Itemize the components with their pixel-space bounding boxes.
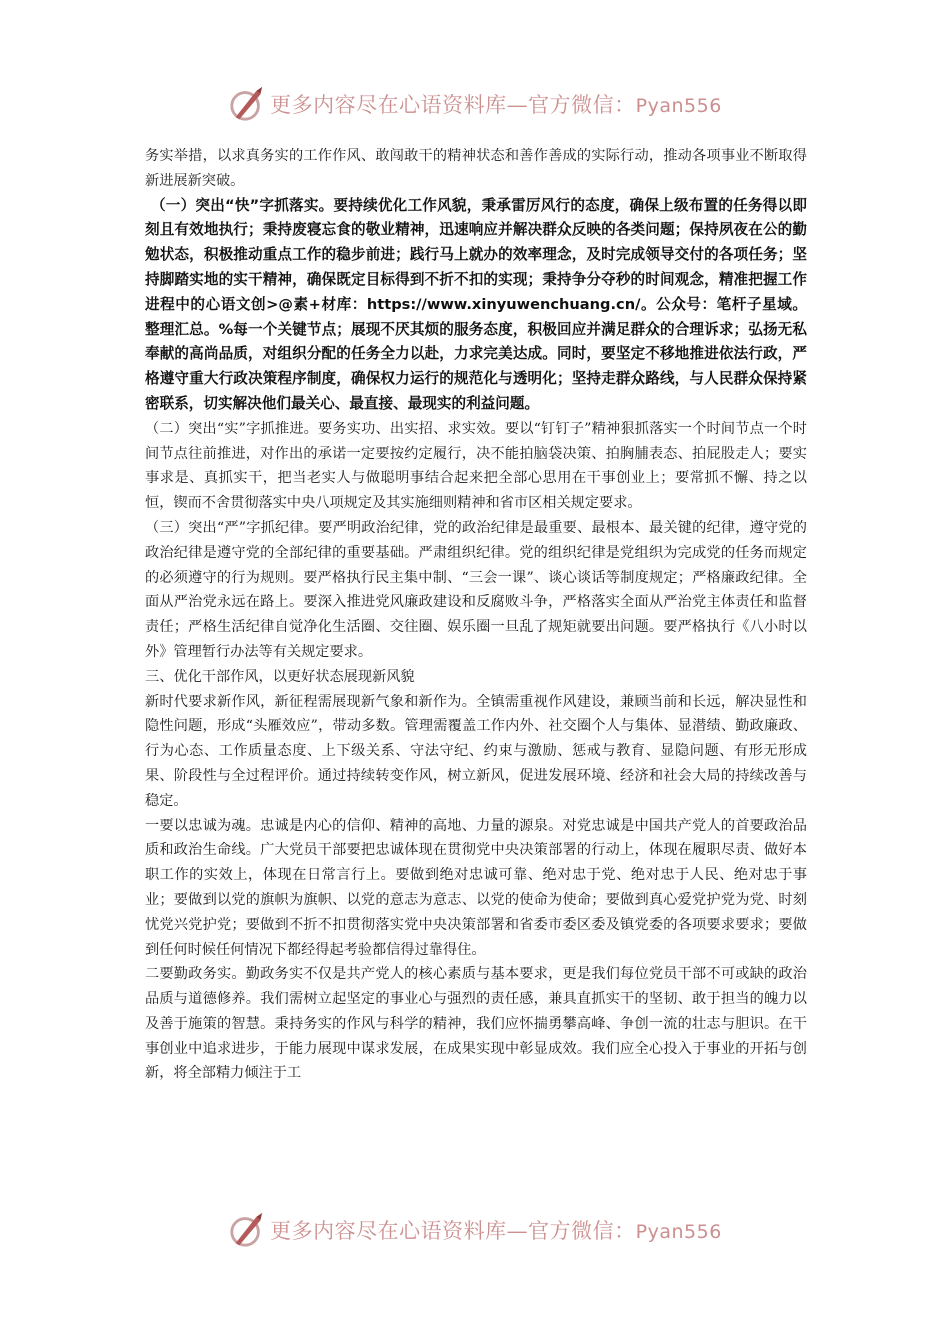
quill-logo-icon bbox=[228, 1211, 266, 1249]
paragraph-yan: （三）突出“严”字抓纪律。要严明政治纪律，党的政治纪律是最重要、最根本、最关键的纪律，遵守党的政治纪律是遵守党的全部纪律的重要基础。严肃组织纪律。党的组织纪律是党组织为完成党的任务而规定的必须遵守的行为规则。要严格执行民主集中制、“三会一课”、谈心谈话等制度规定；严格廉政纪律。全面从严治党永远在路上。要深入推进党风廉政建设和反腐败斗争，严格落实全面从严治党主体责任和监督责任；严格生活纪律自觉净化生活圈、交往圈、娱乐圈一旦乱了规矩就要出问题。要严格执行《八小时以外》管理暂行办法等有关规定要求。 bbox=[145, 519, 807, 660]
banner-official: 官方微信： bbox=[528, 1219, 636, 1243]
paragraph-intro: 务实举措，以求真务实的工作作风、敢闯敢干的精神状态和善作善成的实际行动，推动各项事业不断取得新进展新突破。 bbox=[145, 148, 807, 189]
paragraph-loyalty: 一要以忠诚为魂。忠诚是内心的信仰、精神的高地、力量的源泉。对党忠诚是中国共产党人的首要政治品质和政治生命线。广大党员干部要把忠诚体现在贯彻党中央决策部署的行动上，体现在履职尽责、做好本职工作的实效上，体现在日常言行上。要做到绝对忠诚可靠、绝对忠于党、绝对忠于人民、绝对忠于事业；要做到以党的旗帜为旗帜、以党的意志为意志、以党的使命为使命；要做到真心爱党护党为党、时刻忧党兴党护党；要做到不折不扣贯彻落实党中央决策部署和省委市委区委及镇党委的各项要求要求；要做到任何时候任何情况下都经得起考验都信得过靠得住。 bbox=[145, 817, 807, 958]
banner-dash: — bbox=[506, 1219, 529, 1243]
paragraph-new-era: 新时代要求新作风，新征程需展现新气象和新作为。全镇需重视作风建设，兼顾当前和长远，解决显性和隐性问题，形成“头雁效应”，带动多数。管理需覆盖工作内外、社交圈个人与集体、显潜绩、勤政廉政、行为心态、工作质量态度、上下级关系、守法守纪、约束与激励、惩戒与教育、显隐问题、有形无形成果、阶段性与全过程评价。通过持续转变作风，树立新风，促进发展环境、经济和社会大局的持续改善与稳定。 bbox=[145, 693, 807, 809]
banner-main: 更多内容尽在心语资料库 bbox=[270, 93, 507, 117]
section-heading-3: 三、优化干部作风，以更好状态展现新风貌 bbox=[145, 668, 415, 685]
footer-banner bbox=[0, 1208, 950, 1252]
banner-main: 更多内容尽在心语资料库 bbox=[270, 1219, 507, 1243]
quill-logo-icon bbox=[228, 85, 266, 123]
banner-id: Pyan556 bbox=[635, 95, 722, 117]
document-body bbox=[145, 144, 807, 1086]
banner-id: Pyan556 bbox=[635, 1221, 722, 1243]
header-banner bbox=[0, 82, 950, 126]
paragraph-diligence: 二要勤政务实。勤政务实不仅是共产党人的核心素质与基本要求，更是我们每位党员干部不可或缺的政治品质与道德修养。我们需树立起坚定的事业心与强烈的责任感，兼具直抓实干的坚韧、敢于担当的魄力以及善于施策的智慧。秉持务实的作风与科学的精神，我们应怀揣勇攀高峰、争创一流的壮志与胆识。在干事创业中追求进步，于能力展现中谋求发展，在成果实现中彰显成效。我们应全心投入于事业的开拓与创新，将全部精力倾注于工 bbox=[145, 966, 807, 1082]
banner-text bbox=[270, 1215, 722, 1245]
paragraph-shi: （二）突出“实”字抓推进。要务实功、出实招、求实效。要以“钉钉子”精神狠抓落实一个时间节点一个时间节点往前推进，对作出的承诺一定要按约定履行，决不能拍脑袋决策、拍胸脯表态、拍屁股走人；要实事求是、真抓实干，把当老实人与做聪明事结合起来把全部心思用在干事创业上；要常抓不懈、持之以恒，锲而不舍贯彻落实中央八项规定及其实施细则精神和省市区相关规定要求。 bbox=[145, 420, 807, 512]
banner-text bbox=[270, 89, 722, 119]
banner-dash: — bbox=[506, 93, 529, 117]
paragraph-kuai: （一）突出“快”字抓落实。要持续优化工作风貌，秉承雷厉风行的态度，确保上级布置的任务得以即刻且有效地执行；秉持废寝忘食的敬业精神，迅速响应并解决群众反映的各类问题；保持夙夜在公的勤勉状态，积极推动重点工作的稳步前进；践行马上就办的效率理念，及时完成领导交付的各项任务；坚持脚踏实地的实干精神，确保既定目标得到不折不扣的实现；秉持争分夺秒的时间观念，精准把握工作进程中的心语文创>@素+材库：https://www.xinyuwenchuang.cn/。公众号：笔杆子星域。整理汇总。%每一个关键节点；展现不厌其烦的服务态度，积极回应并满足群众的合理诉求；弘扬无私奉献的高尚品质，对组织分配的任务全力以赴，力求完美达成。同时，要坚定不移地推进依法行政，严格遵守重大行政决策程序制度，确保权力运行的规范化与透明化；坚持走群众路线，与人民群众保持紧密联系，切实解决他们最关心、最直接、最现实的利益问题。 bbox=[145, 196, 807, 412]
banner-official: 官方微信： bbox=[528, 93, 636, 117]
